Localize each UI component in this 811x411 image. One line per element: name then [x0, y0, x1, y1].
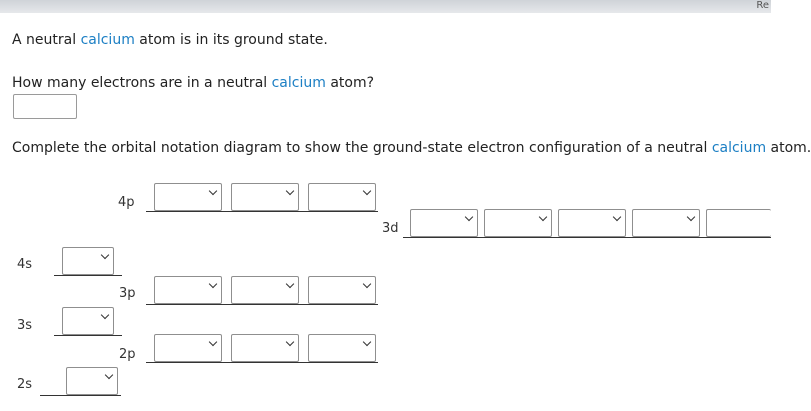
orbital-3p-baseline [146, 304, 378, 305]
chevron-down-icon [363, 187, 371, 195]
orbital-3d-box-2[interactable] [484, 209, 552, 237]
orbital-3p-box-1[interactable] [154, 276, 222, 304]
orbital-label-2p: 2p [119, 347, 136, 362]
question-intro-pre: A neutral [12, 32, 81, 48]
chevron-down-icon [286, 187, 294, 195]
electron-count-question [12, 75, 374, 91]
electron-count-question-pre: How many electrons are in a neutral [12, 75, 272, 91]
chevron-down-icon [286, 338, 294, 346]
chevron-down-icon [363, 338, 371, 346]
orbital-4s-box[interactable] [62, 247, 114, 275]
browser-top-bar [0, 0, 771, 13]
chevron-down-icon [286, 280, 294, 288]
orbital-3d-baseline [403, 237, 771, 238]
orbital-2p-baseline [146, 362, 378, 363]
chevron-down-icon [687, 213, 695, 221]
chevron-down-icon [465, 213, 473, 221]
orbital-diagram-instructions [12, 140, 811, 156]
orbital-label-4s: 4s [17, 257, 33, 272]
chevron-down-icon [209, 187, 217, 195]
question-intro-post: atom is in its ground state. [134, 32, 328, 48]
chevron-down-icon [363, 280, 371, 288]
orbital-4p-box-3[interactable] [308, 183, 376, 211]
chevron-down-icon [101, 311, 109, 319]
orbital-2s-baseline [40, 395, 121, 396]
element-name: calcium [271, 75, 326, 91]
orbital-label-3s: 3s [17, 318, 33, 333]
orbital-3s-box[interactable] [62, 307, 114, 335]
orbital-label-4p: 4p [118, 195, 135, 210]
orbital-3d-box-3[interactable] [558, 209, 626, 237]
orbital-4s-baseline [54, 275, 122, 276]
orbital-3s-baseline [54, 335, 122, 336]
element-name: calcium [80, 32, 135, 48]
chevron-down-icon [105, 371, 113, 379]
orbital-3p-box-3[interactable] [308, 276, 376, 304]
chevron-down-icon [539, 213, 547, 221]
orbital-4p-box-2[interactable] [231, 183, 299, 211]
chevron-down-icon [101, 251, 109, 259]
orbital-diagram-instructions-post: atom. [766, 140, 811, 156]
orbital-2p-box-2[interactable] [231, 334, 299, 362]
orbital-4p-baseline [146, 211, 378, 212]
orbital-3d-box-5[interactable] [706, 209, 771, 237]
electron-count-input[interactable] [13, 94, 77, 119]
top-tab-label: Re [756, 0, 769, 11]
chevron-down-icon [209, 338, 217, 346]
orbital-3p-box-2[interactable] [231, 276, 299, 304]
question-intro [12, 32, 328, 48]
orbital-2s-box[interactable] [66, 367, 118, 395]
orbital-3d-box-1[interactable] [410, 209, 478, 237]
orbital-label-3d: 3d [382, 221, 399, 236]
orbital-diagram-instructions-pre: Complete the orbital notation diagram to show the ground-state electron configuration of a neutral [12, 140, 712, 156]
orbital-label-3p: 3p [119, 286, 136, 301]
chevron-down-icon [209, 280, 217, 288]
orbital-label-2s: 2s [17, 377, 33, 392]
orbital-2p-box-3[interactable] [308, 334, 376, 362]
chevron-down-icon [613, 213, 621, 221]
electron-count-question-post: atom? [325, 75, 375, 91]
element-name: calcium [711, 140, 767, 156]
orbital-3d-box-4[interactable] [632, 209, 700, 237]
orbital-2p-box-1[interactable] [154, 334, 222, 362]
orbital-4p-box-1[interactable] [154, 183, 222, 211]
